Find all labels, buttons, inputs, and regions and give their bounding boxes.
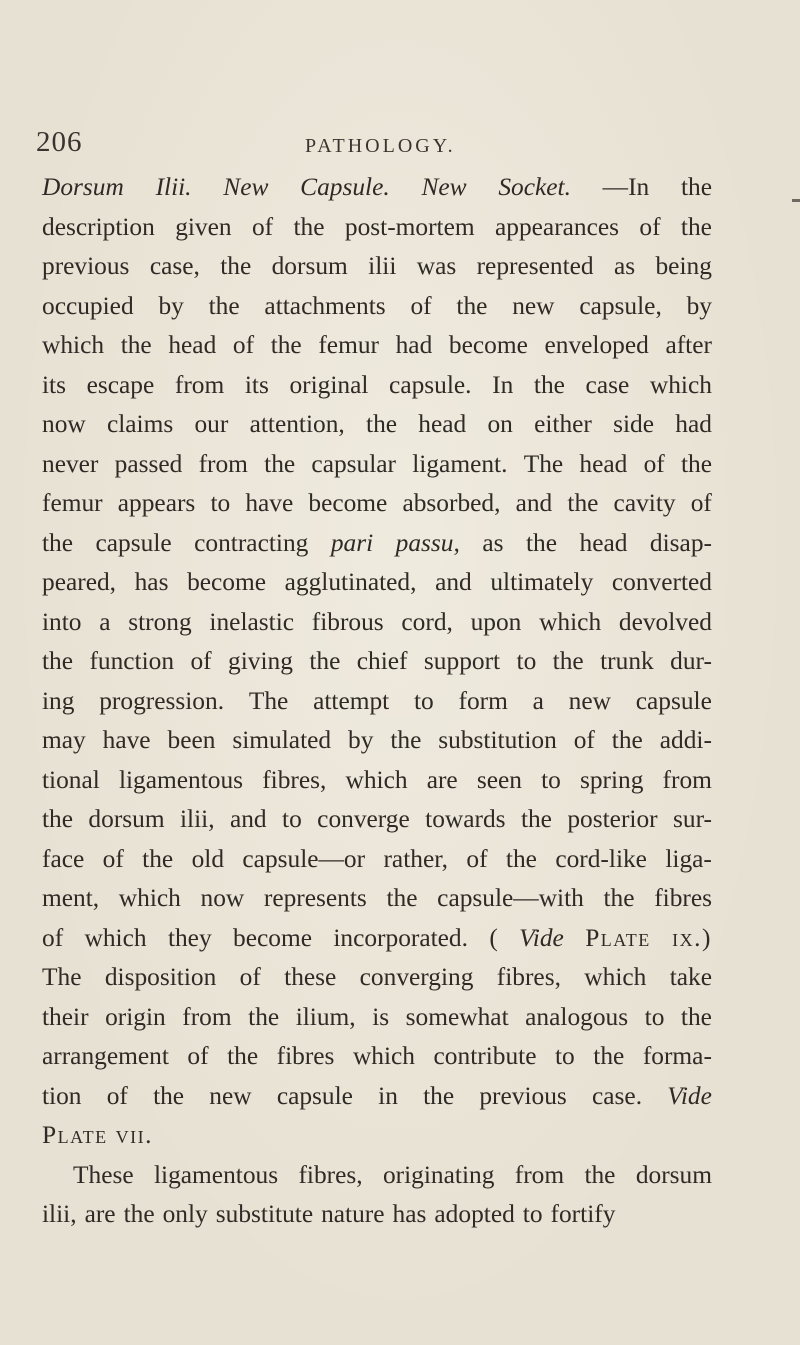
text-word: fibrous [311, 607, 384, 636]
text-word: to [555, 1042, 575, 1070]
text-word: Plate [42, 1121, 108, 1149]
text-word: from [198, 449, 248, 478]
text-word: Plate [585, 923, 651, 952]
body-text [42, 168, 712, 1235]
text-word: its [244, 370, 269, 399]
text-word: cord, [401, 607, 453, 636]
text-word: New [421, 173, 467, 201]
text-word: become [308, 489, 388, 517]
text-line [42, 287, 712, 327]
text-word: the [680, 212, 712, 241]
text-word: originating [382, 1160, 495, 1189]
text-word: the [142, 844, 174, 873]
text-word: previous [42, 252, 130, 280]
text-word: function [89, 647, 175, 675]
text-word: new [209, 1081, 252, 1110]
text-word: become [448, 331, 528, 359]
text-word: the [309, 647, 341, 675]
text-word: are [426, 765, 458, 794]
text-word: are [84, 1200, 116, 1228]
text-word: of [42, 923, 64, 952]
text-word: old [191, 844, 225, 873]
text-line [42, 208, 712, 248]
text-word: vii. [115, 1121, 153, 1149]
text-word: somewhat [405, 1002, 509, 1031]
text-word: the [533, 370, 565, 399]
text-line [42, 879, 712, 919]
text-word: analogous [525, 1002, 629, 1031]
text-word: original [289, 370, 369, 399]
text-word: contracting [194, 528, 309, 557]
text-word: the [386, 884, 418, 912]
text-word: chief [356, 647, 408, 675]
text-word: from [174, 370, 225, 399]
text-word: post-mortem [344, 212, 475, 241]
text-word: claims [106, 410, 174, 438]
text-line [42, 484, 712, 524]
text-word: had [395, 331, 433, 359]
text-line [42, 247, 712, 287]
text-word: Vide [667, 1081, 712, 1110]
text-word: the [423, 1081, 455, 1110]
text-word: Vide [519, 923, 564, 952]
text-word: the [593, 1042, 625, 1070]
text-word: femur [42, 489, 103, 517]
text-word: the [120, 331, 152, 359]
margin-mark [792, 199, 800, 202]
text-word: of [466, 844, 488, 873]
text-word: its [42, 370, 66, 399]
text-word: only [162, 1200, 208, 1228]
text-word: capsule, [579, 291, 662, 320]
text-word: of [239, 963, 261, 991]
text-line [42, 603, 712, 643]
text-word: addi- [659, 726, 712, 754]
text-word: which [118, 884, 181, 912]
text-word: the [270, 331, 302, 359]
text-word: ilium, [295, 1002, 356, 1031]
text-word: which [539, 607, 602, 636]
text-word: nature [321, 1200, 385, 1228]
text-word: head [168, 331, 217, 359]
text-word: never [42, 449, 99, 478]
text-word: take [669, 963, 712, 991]
text-word: may [42, 726, 86, 754]
text-word: the [390, 726, 422, 754]
text-word: fibres [276, 1042, 335, 1070]
text-word: ultimately [490, 568, 594, 596]
text-word: the [552, 647, 584, 675]
text-word: of [643, 449, 665, 478]
text-line [42, 1156, 712, 1196]
text-line [42, 919, 712, 959]
text-word: converted [611, 568, 712, 596]
text-word: now [200, 884, 245, 912]
text-word: now [42, 410, 86, 438]
text-word: the [680, 173, 712, 201]
text-word: appears [117, 489, 196, 517]
text-word: simulated [232, 726, 332, 754]
text-word: of [573, 726, 595, 754]
text-word: enveloped [544, 331, 649, 359]
text-word: upon [470, 607, 522, 636]
text-word: the [293, 212, 325, 241]
text-word: the [680, 449, 712, 478]
text-line [42, 445, 712, 485]
text-word: the [264, 449, 296, 478]
text-word: adopted [434, 1200, 515, 1228]
text-line [42, 761, 712, 801]
text-word: strong [128, 607, 192, 636]
text-word: head [579, 528, 628, 557]
text-word: ment, [42, 884, 100, 912]
text-word: tion [42, 1081, 82, 1110]
text-word: ing [42, 686, 75, 715]
text-word: New [223, 173, 269, 201]
text-word: fibres [654, 884, 712, 912]
text-word: capsule—with [437, 884, 584, 912]
text-word: trunk [600, 647, 654, 675]
text-word: have [245, 489, 294, 517]
text-word: cord-like [555, 844, 647, 873]
text-word: have [102, 726, 151, 754]
text-line [42, 1077, 712, 1117]
text-word: of [251, 212, 274, 241]
text-word: Ilii. [155, 173, 192, 201]
text-word: which [649, 370, 712, 399]
text-word: fibres, [262, 765, 327, 794]
text-word: giving [228, 647, 293, 675]
text-word: dorsum [88, 805, 165, 833]
text-word: as [613, 252, 636, 280]
text-line [42, 1037, 712, 1077]
text-word: of [690, 489, 712, 517]
text-word: ix.) [672, 923, 712, 952]
text-word: become [187, 568, 267, 596]
text-word: capsular [311, 449, 397, 478]
text-word: the [248, 1002, 280, 1031]
text-line [42, 326, 712, 366]
text-word: by [348, 726, 374, 754]
text-word: rather, [383, 844, 448, 873]
text-word: the [680, 1002, 712, 1031]
text-word: by [158, 291, 184, 320]
text-word: given [175, 212, 232, 241]
text-word: face [42, 844, 85, 873]
running-head: PATHOLOGY. [305, 135, 456, 157]
text-line [42, 642, 712, 682]
text-word: converge [317, 805, 410, 833]
text-word: dorsum [271, 252, 348, 280]
text-word: which [584, 963, 647, 991]
text-word: as [482, 528, 504, 557]
text-word: case. [592, 1081, 643, 1110]
text-line [42, 721, 712, 761]
text-word: the [525, 528, 558, 557]
text-word: had [675, 410, 712, 438]
text-word: on [487, 410, 513, 438]
text-word: to [541, 765, 561, 794]
text-word: —In [602, 173, 650, 201]
text-word: incorporated. [333, 923, 468, 952]
text-word: fibres, [298, 1160, 363, 1189]
text-word: the [603, 884, 635, 912]
text-word: Socket. [498, 173, 571, 201]
text-word: case, [149, 252, 200, 280]
text-word: which [84, 923, 147, 952]
text-word: pari [330, 528, 374, 557]
text-word: their [42, 1002, 89, 1031]
text-word: the [505, 844, 537, 873]
text-word: attempt [313, 686, 390, 715]
text-word: The [42, 963, 82, 991]
text-word: new [568, 686, 611, 715]
text-word: tional [42, 765, 100, 794]
text-word: to [413, 686, 434, 715]
text-word: the [567, 489, 599, 517]
text-word: substitute [215, 1200, 314, 1228]
text-word: The [248, 686, 289, 715]
text-word: support [423, 647, 501, 675]
text-word: progression. [99, 686, 225, 715]
text-word: side [613, 410, 655, 438]
text-word: these [284, 963, 337, 991]
text-word: sur- [673, 805, 712, 833]
text-line [42, 998, 712, 1038]
text-word: has [134, 568, 169, 596]
text-word: the [366, 410, 398, 438]
text-word: cavity [613, 489, 676, 517]
text-word: a [99, 607, 111, 636]
text-word: the [42, 647, 74, 675]
text-word: has [392, 1200, 427, 1228]
text-word: appearances [495, 212, 620, 241]
text-word: liga- [665, 844, 712, 873]
text-word: represents [263, 884, 367, 912]
text-line [42, 168, 712, 208]
text-word: head [418, 410, 467, 438]
text-word: capsule [276, 1081, 353, 1110]
text-word: Dorsum [42, 173, 124, 201]
text-word: of [410, 291, 432, 320]
text-word: dur- [670, 647, 712, 675]
text-word: of [187, 1042, 209, 1070]
text-word: ( [489, 923, 498, 952]
text-word: the [123, 1200, 155, 1228]
text-word: the [611, 726, 643, 754]
text-word: inelastic [209, 607, 295, 636]
text-word: which [345, 765, 408, 794]
text-word: which [42, 331, 105, 359]
text-word: of [639, 212, 661, 241]
text-word: the [42, 528, 74, 557]
text-word: case [585, 370, 630, 399]
text-line [42, 800, 712, 840]
text-word: Capsule. [300, 173, 390, 201]
text-line [42, 563, 712, 603]
text-word: absorbed, [402, 489, 501, 517]
text-word: after [665, 331, 712, 359]
text-word: arrangement [42, 1042, 169, 1070]
text-word: a [532, 686, 544, 715]
text-word: was [416, 252, 457, 280]
text-word: and [515, 489, 553, 517]
text-word: peared, [42, 568, 117, 596]
text-word: by [686, 291, 712, 320]
text-word: represented [476, 252, 594, 280]
text-word: devolved [618, 607, 712, 636]
text-word: to [282, 805, 302, 833]
text-word: capsule. [389, 370, 472, 399]
text-word: towards [425, 805, 506, 833]
text-word: capsule [95, 528, 172, 557]
text-word: occupied [42, 291, 134, 320]
text-word: description [42, 212, 155, 241]
text-word: contribute [433, 1042, 537, 1070]
text-word: ilii [368, 252, 397, 280]
text-line [42, 1116, 712, 1156]
text-word: attachments [264, 291, 386, 320]
text-word: which [352, 1042, 416, 1070]
text-word: from [514, 1160, 565, 1189]
text-word: forma- [642, 1042, 712, 1070]
text-word: new [512, 291, 555, 320]
text-word: These [73, 1160, 134, 1189]
text-word: either [534, 410, 592, 438]
text-line [42, 682, 712, 722]
text-word: fibres, [496, 963, 561, 991]
text-word: head [579, 449, 628, 478]
text-word: is [372, 1002, 390, 1031]
text-word: our [194, 410, 229, 438]
text-word: disposition [104, 963, 217, 991]
text-line [42, 958, 712, 998]
text-word: ilii, [42, 1200, 77, 1228]
text-word: been [167, 726, 216, 754]
text-word: the [42, 805, 74, 833]
text-word: being [655, 252, 712, 280]
text-word: from [662, 765, 712, 794]
text-word: of [106, 1081, 128, 1110]
text-word: in [378, 1081, 398, 1110]
text-word: into [42, 607, 82, 636]
text-word: the [456, 291, 488, 320]
text-word: In [492, 370, 514, 399]
text-word: The [523, 449, 564, 478]
text-word: and [435, 568, 472, 596]
text-word: fortify [550, 1200, 616, 1228]
text-word: ligamentous [153, 1160, 279, 1189]
text-line [42, 524, 712, 564]
text-word: to [516, 647, 537, 675]
text-word: to [210, 489, 231, 517]
text-word: of [102, 844, 124, 873]
text-word: spring [579, 765, 644, 794]
text-word: of [232, 331, 255, 359]
text-word: to [522, 1200, 543, 1228]
text-line [42, 366, 712, 406]
text-word: and [229, 805, 267, 833]
text-word: attention, [249, 410, 345, 438]
text-word: capsule—or [242, 844, 366, 873]
text-word: femur [318, 331, 379, 359]
text-line [42, 840, 712, 880]
text-word: of [190, 647, 212, 675]
page-number: 206 [36, 126, 83, 158]
text-word: from [182, 1002, 232, 1031]
text-word: ilii, [180, 805, 215, 833]
text-word: previous [479, 1081, 567, 1110]
text-word: agglutinated, [284, 568, 417, 596]
text-word: passed [114, 449, 183, 478]
text-word: the [208, 291, 240, 320]
text-word: ligamentous [118, 765, 244, 794]
text-word: the [584, 1160, 616, 1189]
text-word: origin [105, 1002, 166, 1031]
text-word: disap- [649, 528, 712, 557]
text-word: form [458, 686, 508, 715]
text-word: dorsum [635, 1160, 712, 1189]
text-word: passu, [395, 528, 460, 557]
text-word: become [233, 923, 312, 952]
text-line [42, 405, 712, 445]
text-word: seen [476, 765, 522, 794]
text-word: they [167, 923, 212, 952]
text-word: the [227, 1042, 259, 1070]
text-word: escape [86, 370, 155, 399]
text-word: substitution [438, 726, 557, 754]
text-word: posterior [567, 805, 658, 833]
text-word: the [153, 1081, 185, 1110]
text-word: the [220, 252, 252, 280]
text-word: ligament. [412, 449, 508, 478]
text-word: capsule [635, 686, 712, 715]
text-word: the [520, 805, 552, 833]
text-line [42, 1195, 712, 1235]
text-word: to [644, 1002, 665, 1031]
text-word: converging [359, 963, 474, 991]
